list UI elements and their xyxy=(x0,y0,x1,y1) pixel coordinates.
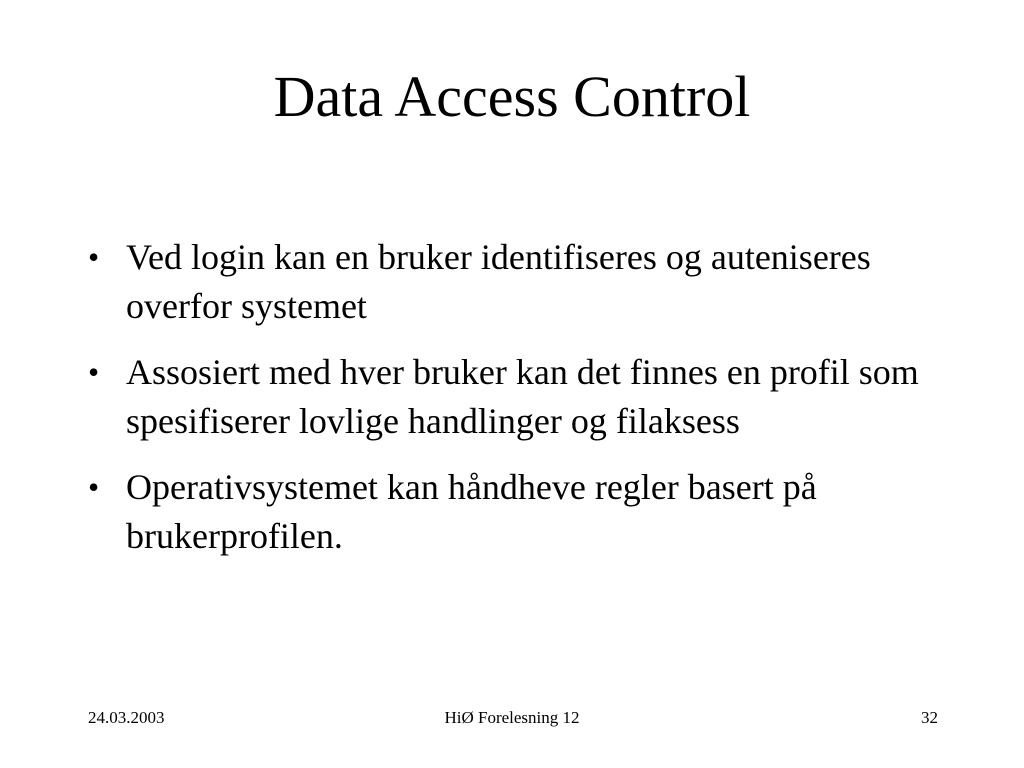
bullet-marker: • xyxy=(88,469,100,505)
bullet-item xyxy=(88,463,968,561)
footer-date: 24.03.2003 xyxy=(88,708,165,727)
bullet-list xyxy=(88,233,968,578)
bullet-text: Ved login kan en bruker identifiseres og auteniseres overfor systemet xyxy=(126,237,871,326)
bullet-marker: • xyxy=(88,354,100,390)
footer-course: HiØ Forelesning 12 xyxy=(444,708,580,727)
slide-title: Data Access Control xyxy=(273,64,751,129)
bullet-text: Operativsystemet kan håndheve regler basert på brukerprofilen. xyxy=(126,467,817,556)
bullet-marker: • xyxy=(88,239,100,275)
bullet-text: Assosiert med hver bruker kan det finnes en profil som spesifiserer lovlige handlinger og filaksess xyxy=(126,352,919,441)
bullet-item xyxy=(88,348,968,446)
footer-page-number: 32 xyxy=(921,708,938,727)
bullet-item xyxy=(88,233,968,331)
